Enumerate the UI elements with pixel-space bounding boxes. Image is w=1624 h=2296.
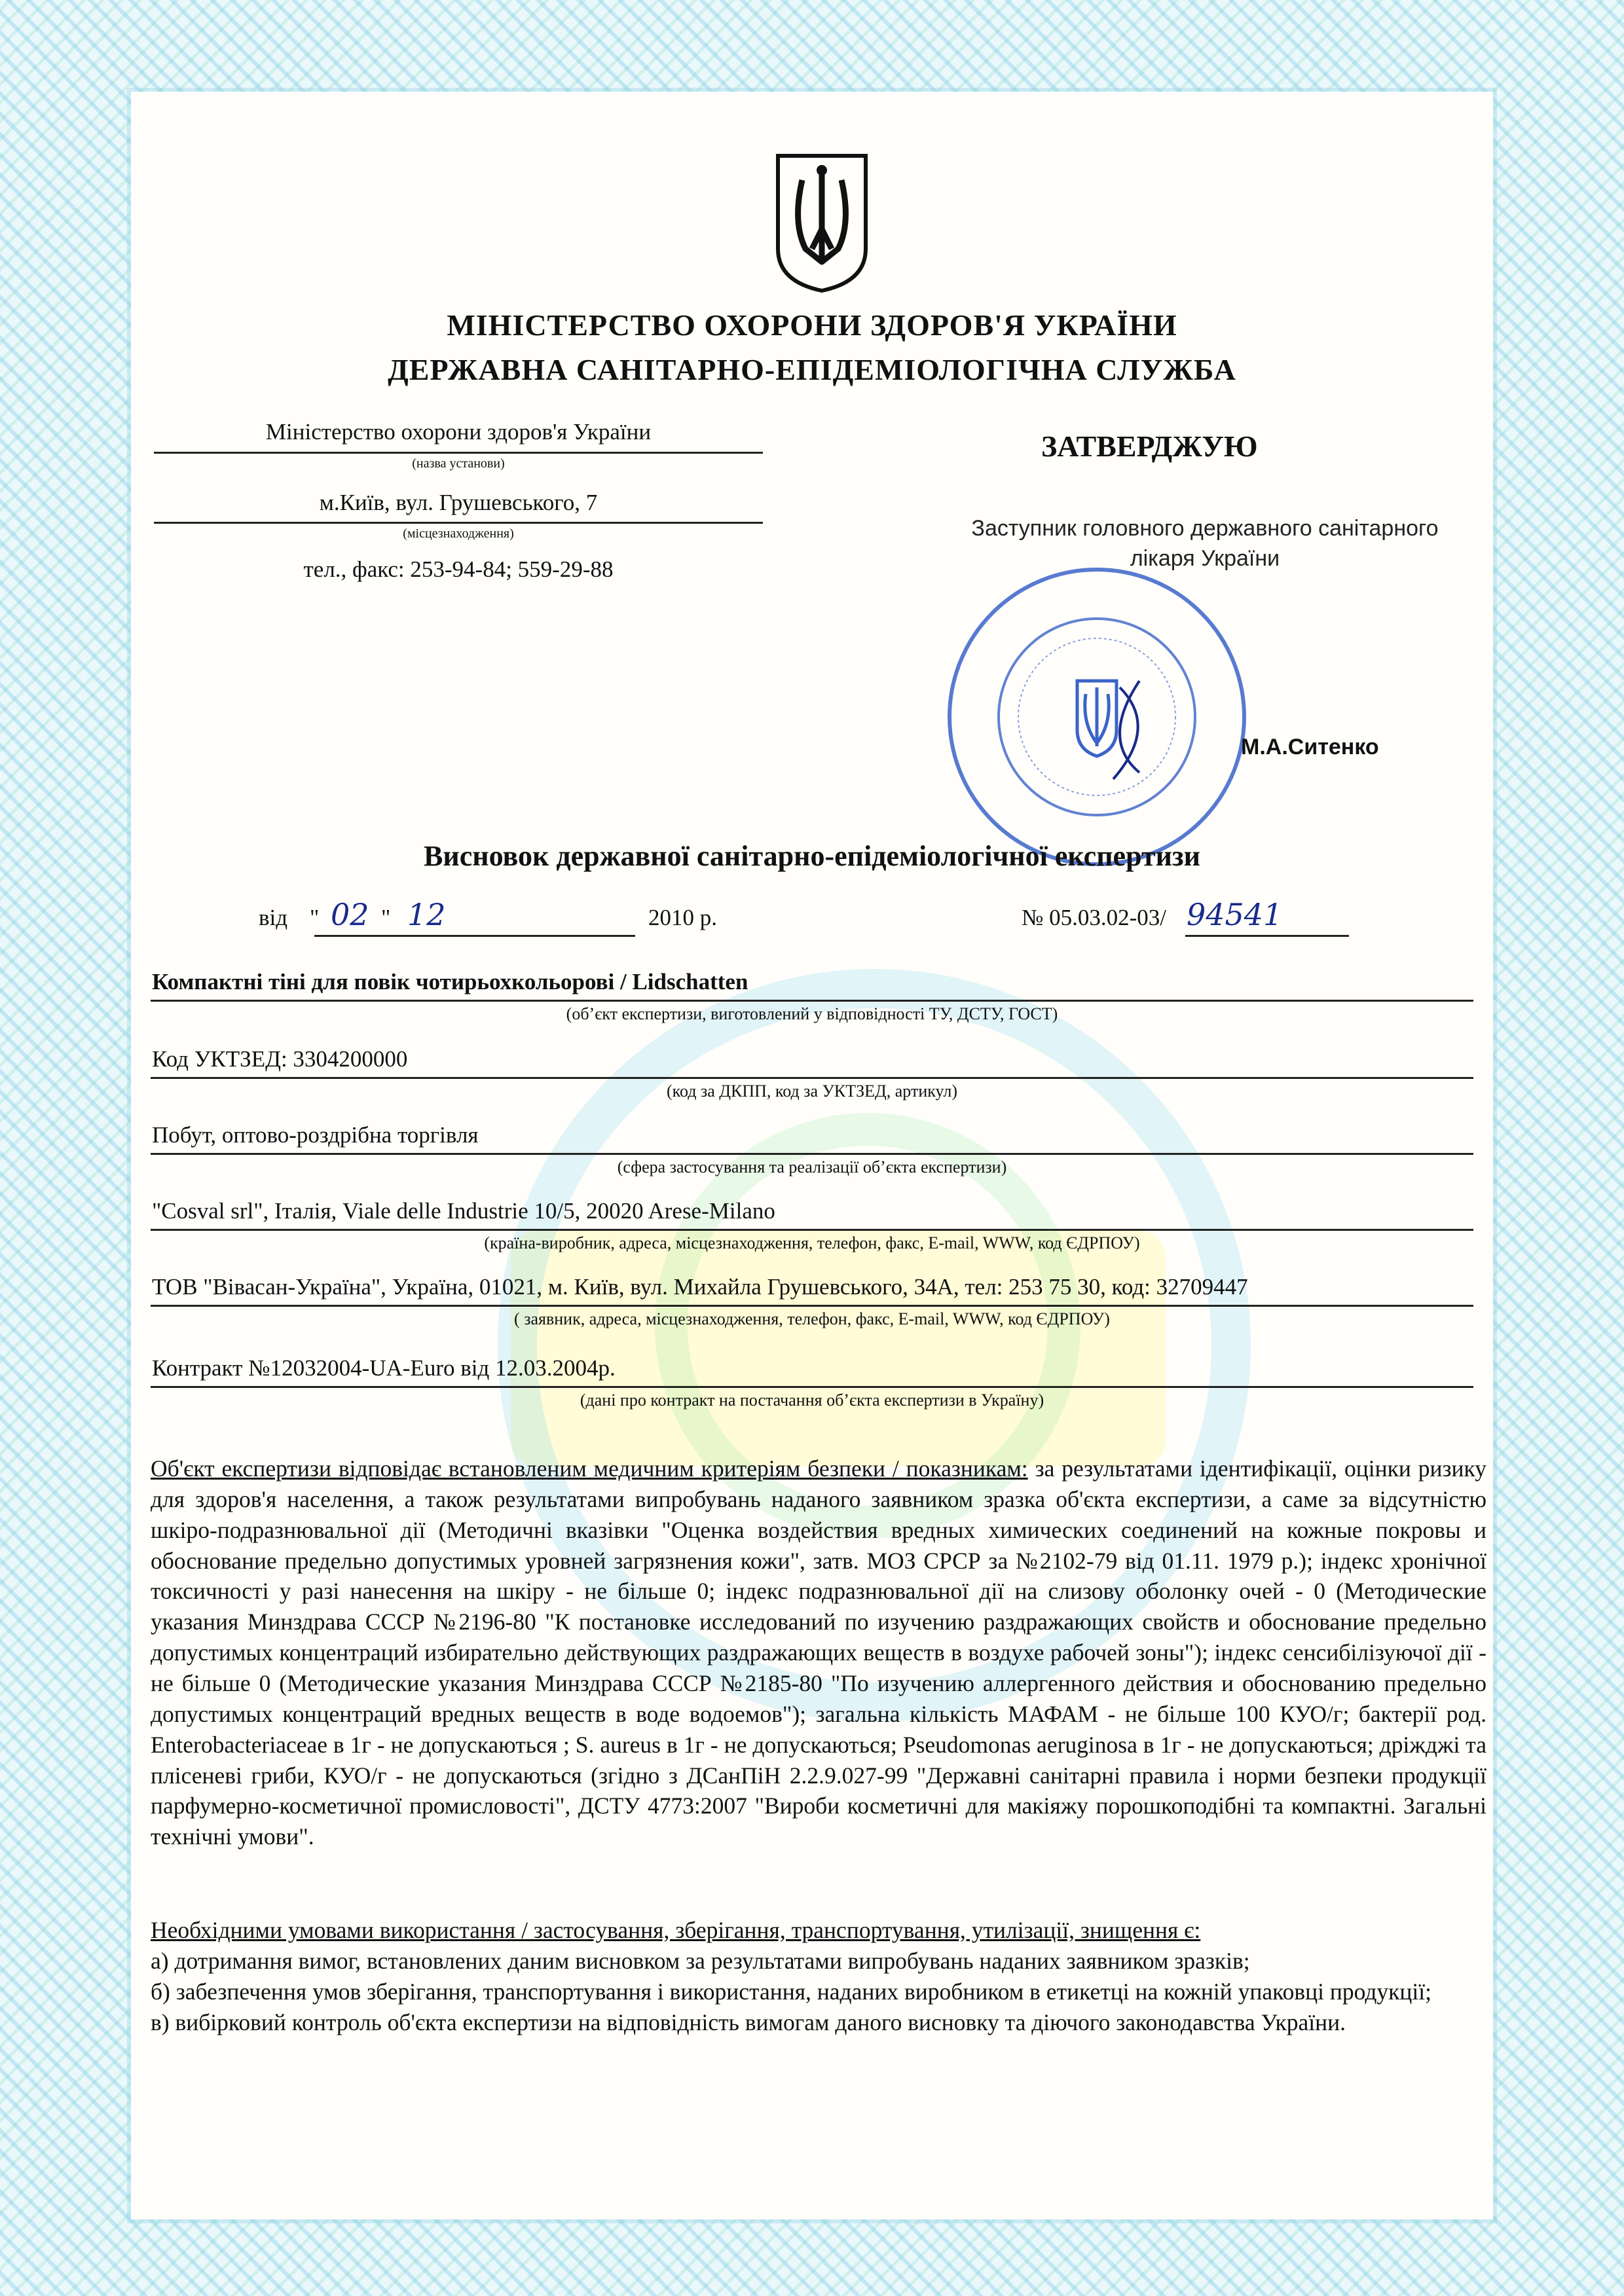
field-applicant: ТОВ "Вівасан-Україна", Україна, 01021, м. Київ, вул. Михайла Грушевського, 34А, тел: 253 75 30, код: 32709447 <box>152 1274 1248 1300</box>
condition-b: б) забезпечення умов зберігання, транспортування і використання, наданих виробником в етикетці на кожній упаковці продукції; <box>151 1978 1431 2005</box>
approver-name: М.А.Ситенко <box>1241 735 1379 759</box>
approver-position: Заступник головного державного санітарного лікаря України <box>971 516 1439 571</box>
conclusion-text: за результатами ідентифікації, оцінки ризику для здоров'я населення, а також результатами випробувань наданого заявником зразка об'єкта експертизи, а саме за відсутністю шкіро-подразнювальної дії (Методичні вказівки "Оценка воздействия вредных химических соединений на кожные покровы и обоснование предельно допустимых уровней загрязнения кожи", затв. МОЗ СРСР за №2102-79 від 01.11. 1979 р.); індекс хронічної токсичності у разі нанесення на шкіру - не більше 0; індекс подразнювальної дії на слизову оболонку очей - 0 (Методические указания Минздрава СССР №2196-80 "К постановке исследований по изучению раздражающих свойств и обоснование предельно допустимых концентраций избирательно действующих раздражающих веществ в воздухе рабочей зоны"); індекс сенсибілізуючої дії - не більше 0 (Методические указания Минздрава СССР №2185-80 "По изучению аллергенного действия и обоснованию предельно допустимых концентраций вредных веществ в воде водоемов"); загальна кількість МАФАМ - не більше 100 КУО/г; бактерії род. Enterobacteriaceae в 1г - не допускаються ; S. aureus в 1г - не допускаються; Pseudomonas aeruginosa в 1г - не допускаються; дріжджі та плісеневі гриби, КУО/г - не допускаються (згідно з ДСанПіН 2.2.9.027-99 "Державні санітарні правила і норми безпеки продукції парфумерно-косметичної промисловості", ДСТУ 4773:2007 "Вироби косметичні для макіяжу порошкоподібні та компактні. Загальні технічні умови". <box>151 1455 1486 1850</box>
conclusion-body <box>151 1453 1486 1852</box>
field-manufacturer-caption: (країна-виробник, адреса, місцезнаходження, телефон, факс, E-mail, WWW, код ЄДРПОУ) <box>484 1233 1140 1252</box>
field-contract: Контракт №12032004-UA-Euro від 12.03.2004р. <box>152 1355 616 1381</box>
field-object-caption: (об’єкт експертизи, виготовлений у відповідності ТУ, ДСТУ, ГОСТ) <box>566 1004 1058 1023</box>
approve-label: ЗАТВЕРДЖУЮ <box>1041 429 1258 463</box>
conclusion-lead: Об'єкт експертизи відповідає встановленим медичним критеріям безпеки / показникам: <box>151 1455 1028 1482</box>
document-number: 94541 <box>1187 897 1283 932</box>
document-number-prefix: № 05.03.02-03/ <box>1022 905 1167 930</box>
divider <box>154 522 763 524</box>
ministry-header: МІНІСТЕРСТВО ОХОРОНИ ЗДОРОВ'Я УКРАЇНИ <box>447 308 1177 342</box>
field-code-caption: (код за ДКПП, код за УКТЗЕД, артикул) <box>667 1082 957 1101</box>
divider <box>151 1153 1473 1155</box>
field-code: Код УКТЗЕД: 3304200000 <box>152 1046 408 1072</box>
date-prefix: від <box>259 905 288 930</box>
service-header: ДЕРЖАВНА САНІТАРНО-ЕПІДЕМІОЛОГІЧНА СЛУЖБА <box>388 353 1236 386</box>
institution-address: м.Київ, вул. Грушевського, 7 <box>319 490 598 515</box>
official-seal-icon <box>943 563 1251 871</box>
condition-a: а) дотримання вимог, встановлених даним висновком за результатами випробувань наданих заявником зразків; <box>151 1947 1250 1974</box>
date-quote-open: " <box>310 905 320 930</box>
institution-name: Міністерство охорони здоров'я України <box>265 419 652 445</box>
date-month: 12 <box>407 897 446 932</box>
number-underline <box>1185 935 1349 937</box>
field-object: Компактні тіні для повік чотирьохкольорові / Lidschatten <box>152 969 748 994</box>
date-quote-close: " <box>381 905 391 930</box>
divider <box>151 1305 1473 1307</box>
divider <box>151 1386 1473 1388</box>
conditions-block <box>151 1915 1486 2037</box>
field-scope: Побут, оптово-роздрібна торгівля <box>152 1122 479 1148</box>
institution-name-caption: (назва установи) <box>412 456 505 471</box>
field-scope-caption: (сфера застосування та реалізації об’єкта експертизи) <box>617 1157 1007 1176</box>
field-manufacturer: "Cosval srl", Італія, Viale delle Industrie 10/5, 20020 Arese-Milano <box>152 1198 775 1224</box>
institution-address-caption: (місцезнаходження) <box>403 526 514 541</box>
date-underline <box>314 935 635 937</box>
institution-phone: тел., факс: 253-94-84; 559-29-88 <box>303 556 614 582</box>
field-applicant-caption: ( заявник, адреса, місцезнаходження, телефон, факс, E-mail, WWW, код ЄДРПОУ) <box>514 1309 1110 1328</box>
divider <box>154 452 763 454</box>
condition-c: в) вибірковий контроль об'єкта експертизи на відповідність вимогам даного висновку та діючого законодавства України. <box>151 2009 1346 2035</box>
divider <box>151 1229 1473 1231</box>
divider <box>151 1000 1473 1002</box>
field-contract-caption: (дані про контракт на постачання об’єкта експертизи в Україну) <box>580 1391 1044 1410</box>
divider <box>151 1077 1473 1079</box>
conditions-lead: Необхідними умовами використання / застосування, зберігання, транспортування, утилізації, знищення є: <box>151 1917 1201 1943</box>
conclusion-title: Висновок державної санітарно-епідеміологічної експертизи <box>424 840 1200 872</box>
date-day: 02 <box>331 897 369 932</box>
trident-coat-of-arms-icon <box>773 151 871 295</box>
date-year: 2010 р. <box>648 905 717 930</box>
